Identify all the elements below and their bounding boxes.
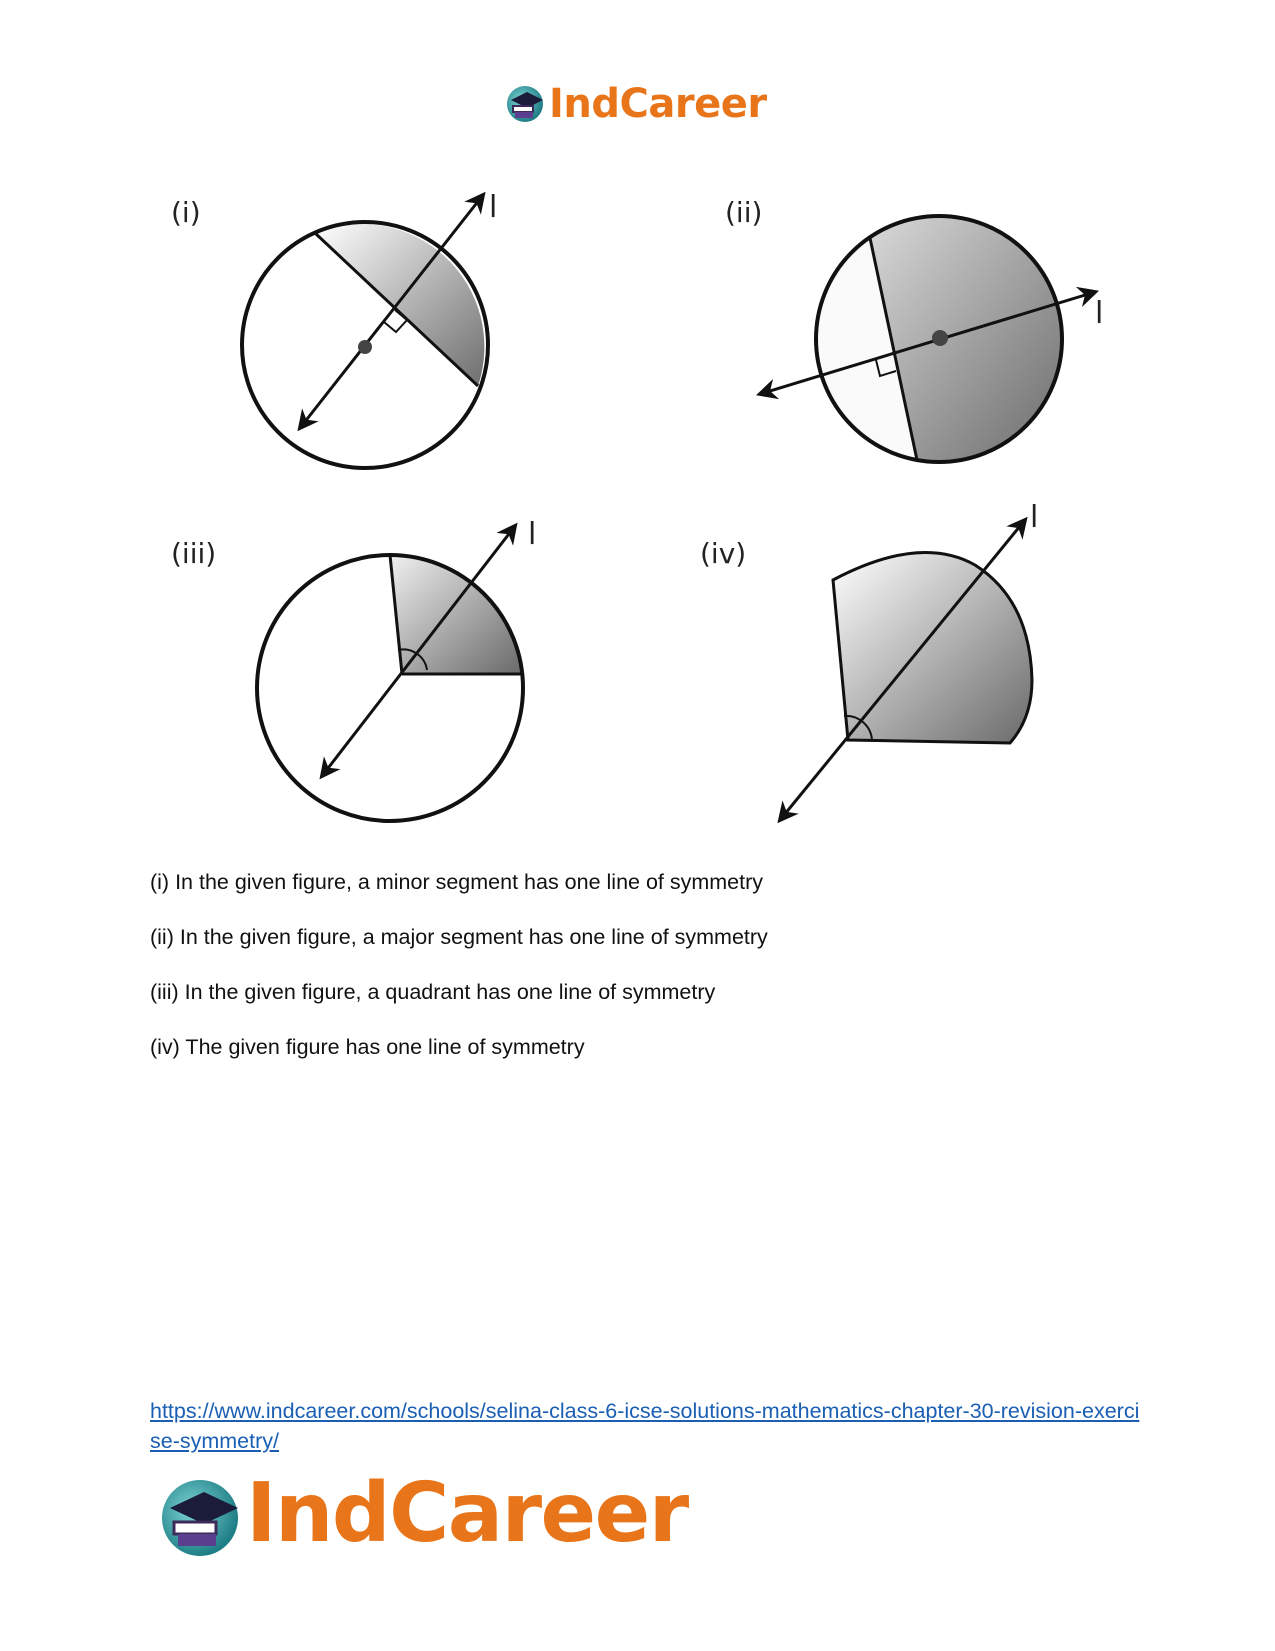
answer-item: (i) In the given figure, a minor segment has one line of symmetry [150,870,764,894]
figure-ii [760,216,1095,462]
figure-iii [257,526,523,821]
figure-ii-label: (ii) [725,196,763,229]
bottom-logo-text: IndCareer [246,1466,688,1561]
figure-i-label: (i) [171,196,201,229]
figure-iii-label: (iii) [171,537,217,570]
figure-i-line-label: l [489,190,498,225]
answer-list [150,870,1130,1090]
answer-item: (iv) The given figure has one line of symmetry [150,1035,585,1059]
source-link[interactable]: https://www.indcareer.com/schools/selina-class-6-icse-solutions-mathematics-chapter-30-revision-exercise-symmetry/ [150,1399,1140,1453]
figure-iii-line-label: l [528,517,537,552]
figure-iv [780,520,1032,820]
bottom-logo [160,1466,720,1562]
answer-item: (ii) In the given figure, a major segment has one line of symmetry [150,925,768,949]
top-logo-text: IndCareer [549,81,767,127]
figure-i [242,195,488,468]
logo-globe-icon [160,1470,244,1562]
figure-iv-line-label: l [1030,500,1039,535]
figure-ii-line-label: l [1095,296,1104,331]
figure-iv-label: (iv) [700,537,747,570]
answer-item: (iii) In the given figure, a quadrant has one line of symmetry [150,980,716,1004]
